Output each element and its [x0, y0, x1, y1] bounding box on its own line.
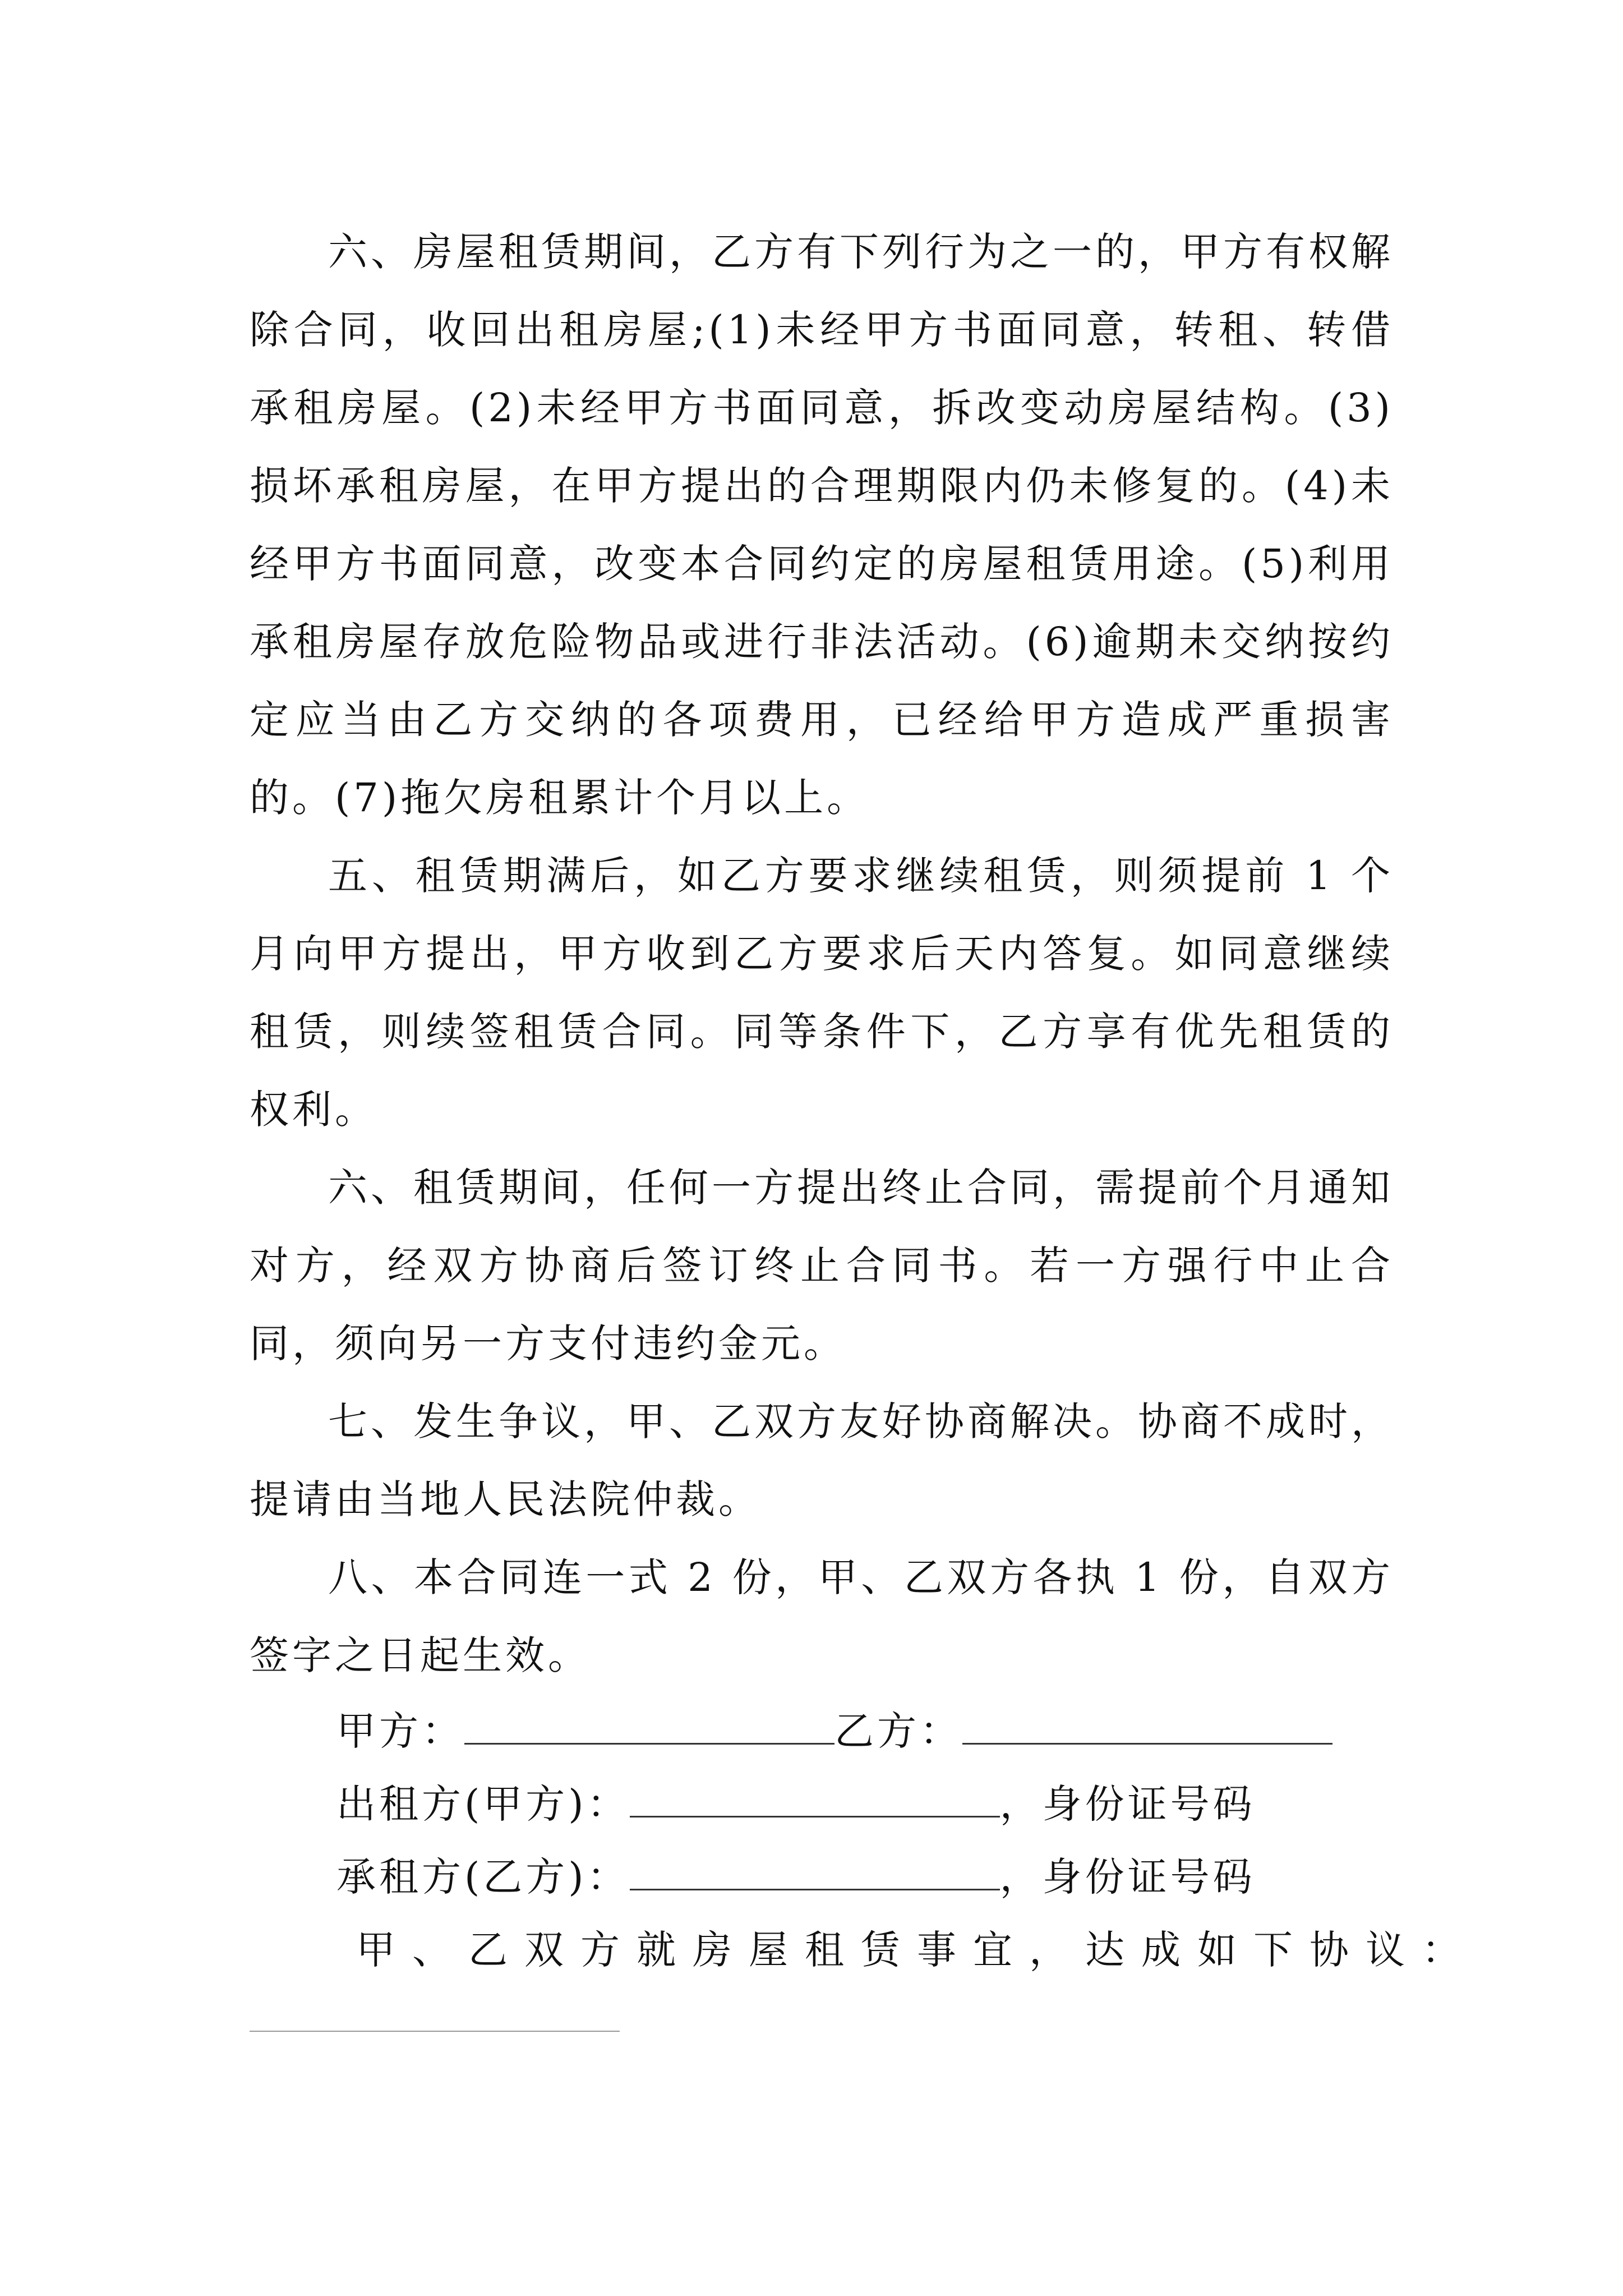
lessee-label: 承租方(乙方)： — [336, 1854, 630, 1900]
party-a-blank — [464, 1709, 834, 1745]
clause-termination-conditions: 六、房屋租赁期间，乙方有下列行为之一的，甲方有权解除合同，收回出租房屋;(1)未经甲方书面同意，转租、转借承租房屋。(2)未经甲方书面同意，拆改变动房屋结构。(3)损坏承租房屋，在甲方提出的合理期限内仍未修复的。(4)未经甲方书面同意，改变本合同约定的房屋租赁用途。(5)利用承租房屋存放危险物品或进行非法活动。(6)逾期未交纳按约定应当由乙方交纳的各项费用，已经给甲方造成严重损害的。(7)拖欠房租累计个月以上。 — [250, 229, 1394, 821]
clause-early-termination: 六、租赁期间，任何一方提出终止合同，需提前个月通知对方，经双方协商后签订终止合同书。若一方强行中止合同，须向另一方支付违约金元。 — [250, 1165, 1394, 1366]
lessor-label: 出租方(甲方)： — [336, 1781, 630, 1827]
signature-line-parties — [250, 1695, 1394, 1768]
lessor-id-label: ，身份证号码 — [999, 1781, 1256, 1827]
lessee-id-label: ，身份证号码 — [999, 1854, 1256, 1900]
agreement-intro: 甲、乙双方就房屋租赁事宜，达成如下协议： — [356, 1927, 1478, 1973]
clause-dispute: 七、发生争议，甲、乙双方友好协商解决。协商不成时，提请由当地人民法院仲裁。 — [250, 1398, 1394, 1522]
signature-line-lessee — [250, 1841, 1394, 1913]
document-body — [250, 213, 1478, 1986]
party-b-label: 乙方： — [834, 1708, 962, 1754]
party-a-label: 甲方： — [336, 1708, 464, 1754]
lessee-blank — [630, 1855, 1000, 1890]
clause-copies: 八、本合同连一式 2 份，甲、乙双方各执 1 份，自双方签字之日起生效。 — [250, 1554, 1394, 1678]
lessor-blank — [630, 1782, 1000, 1818]
clause-renewal: 五、租赁期满后，如乙方要求继续租赁，则须提前 1 个月向甲方提出，甲方收到乙方要求后天内答复。如同意继续租赁，则续签租赁合同。同等条件下，乙方享有优先租赁的权利。 — [250, 853, 1394, 1133]
signature-line-lessor — [250, 1768, 1394, 1841]
party-b-blank — [962, 1709, 1332, 1745]
footnote-divider — [250, 2031, 620, 2032]
